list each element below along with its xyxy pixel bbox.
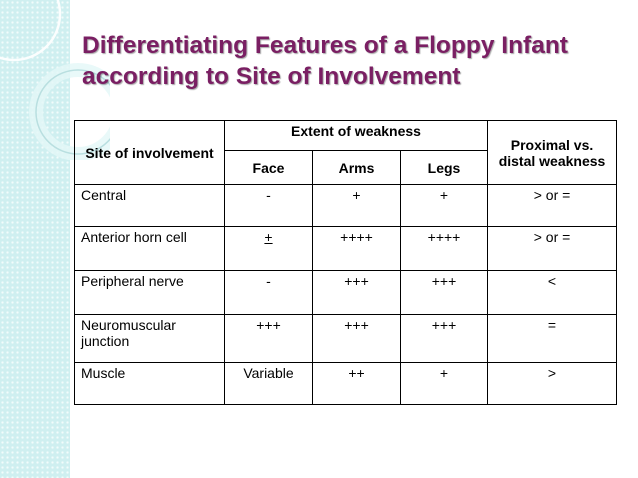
- cell-face: -: [225, 271, 313, 315]
- header-legs: Legs: [401, 151, 488, 185]
- cell-proximal: > or =: [488, 227, 617, 271]
- header-proximal: Proximal vs. distal weakness: [488, 121, 617, 185]
- page-title: [82, 30, 622, 92]
- cell-arms: ++: [313, 363, 401, 405]
- cell-arms: +++: [313, 315, 401, 363]
- cell-legs: ++++: [401, 227, 488, 271]
- header-extent: Extent of weakness: [225, 121, 488, 151]
- cell-site: Peripheral nerve: [75, 271, 225, 315]
- table-row: [75, 315, 617, 363]
- cell-face: -: [225, 185, 313, 227]
- cell-face: Variable: [225, 363, 313, 405]
- cell-site: Anterior horn cell: [75, 227, 225, 271]
- cell-site: Muscle: [75, 363, 225, 405]
- cell-arms: +++: [313, 271, 401, 315]
- table-row: [75, 271, 617, 315]
- header-face: Face: [225, 151, 313, 185]
- table-row: [75, 363, 617, 405]
- table-row: [75, 227, 617, 271]
- cell-legs: +: [401, 185, 488, 227]
- cell-proximal: >: [488, 363, 617, 405]
- cell-site: Central: [75, 185, 225, 227]
- cell-legs: +: [401, 363, 488, 405]
- cell-face: +: [225, 227, 313, 271]
- cell-proximal: > or =: [488, 185, 617, 227]
- cell-arms: ++++: [313, 227, 401, 271]
- table-row: [75, 185, 617, 227]
- title-line-1: Differentiating Features of a Floppy Infant: [82, 32, 568, 59]
- cell-proximal: <: [488, 271, 617, 315]
- header-site: Site of involvement: [75, 121, 225, 185]
- cell-site: Neuromuscular junction: [75, 315, 225, 363]
- title-line-2: according to Site of Involvement: [82, 63, 461, 90]
- header-arms: Arms: [313, 151, 401, 185]
- cell-legs: +++: [401, 315, 488, 363]
- cell-legs: +++: [401, 271, 488, 315]
- cell-arms: +: [313, 185, 401, 227]
- features-table: [74, 120, 617, 405]
- cell-proximal: =: [488, 315, 617, 363]
- cell-face: +++: [225, 315, 313, 363]
